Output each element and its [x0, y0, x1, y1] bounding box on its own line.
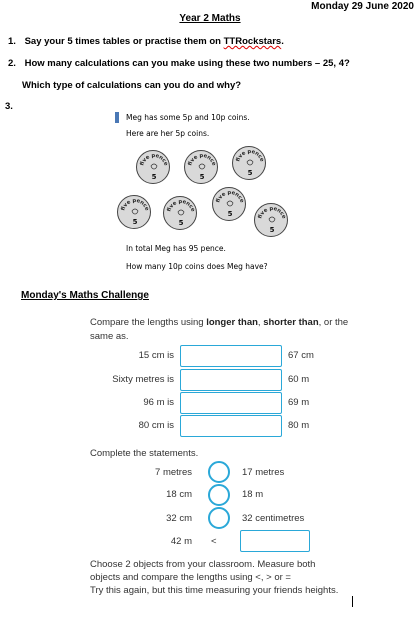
answer-box[interactable] — [180, 392, 282, 414]
text-cursor — [352, 596, 353, 607]
svg-text:5: 5 — [227, 210, 233, 218]
final-instruction-3: Try this again, but this time measuring your friends heights. — [90, 585, 339, 596]
five-pence-coin-icon — [117, 195, 151, 229]
symbol-circle[interactable] — [208, 507, 230, 529]
symbol-circle[interactable] — [208, 484, 230, 506]
svg-text:5: 5 — [132, 218, 138, 226]
section-marker — [115, 112, 119, 123]
comparison-right: 80 m — [288, 420, 310, 431]
question-1: 1. Say your 5 times tables or practise them on TTRockstars. — [8, 36, 284, 47]
complete-label: Complete the statements. — [90, 448, 199, 459]
svg-text:five pence: five pence — [139, 152, 169, 167]
svg-text:5: 5 — [178, 219, 184, 227]
comparison-right: 67 cm — [288, 350, 314, 361]
final-instruction-2: objects and compare the lengths using <, > or = — [90, 572, 291, 583]
symbol-circle[interactable] — [208, 461, 230, 483]
statement-right: 32 centimetres — [242, 513, 305, 524]
question-2 — [8, 58, 350, 69]
answer-box[interactable] — [180, 345, 282, 367]
statement-right: 17 metres — [242, 467, 285, 478]
page-title: Year 2 Maths — [179, 13, 241, 24]
answer-box[interactable] — [180, 369, 282, 391]
svg-text:5: 5 — [269, 226, 275, 234]
five-pence-coin-icon — [212, 187, 246, 221]
comparison-left: Sixty metres is — [112, 374, 174, 385]
problem-line-2: Here are her 5p coins. — [126, 129, 210, 138]
five-pence-coin-icon — [184, 150, 218, 184]
answer-box[interactable] — [240, 530, 310, 552]
statement-right: 18 m — [242, 489, 264, 500]
question-number: 1. — [8, 36, 16, 47]
question-2-followup: Which type of calculations can you do and why? — [22, 80, 242, 91]
question-text: Say your 5 times tables or practise them on — [24, 36, 224, 47]
less-than-symbol: < — [211, 536, 217, 547]
statement-left: 7 metres — [155, 467, 192, 478]
svg-text:five pence: five pence — [215, 189, 245, 204]
final-instruction-1: Choose 2 objects from your classroom. Measure both — [90, 559, 316, 570]
statement-left: 42 m — [170, 536, 192, 547]
svg-text:five pence: five pence — [235, 148, 265, 163]
svg-text:5: 5 — [151, 173, 157, 181]
question-number: 2. — [8, 58, 16, 69]
question-3-number: 3. — [5, 101, 13, 112]
ttrockstars-link: TTRockstars — [223, 36, 282, 47]
statement-left: 32 cm — [166, 513, 192, 524]
challenge-instructions: Compare the lengths using longer than, shorter than, or the — [90, 317, 349, 328]
question-text: How many calculations can you make using these two numbers – 25, 4? — [24, 58, 350, 69]
comparison-right: 69 m — [288, 397, 310, 408]
comparison-left: 80 cm is — [138, 420, 174, 431]
five-pence-coin-icon — [254, 203, 288, 237]
statement-left: 18 cm — [166, 489, 192, 500]
challenge-heading: Monday's Maths Challenge — [21, 290, 149, 301]
svg-text:5: 5 — [199, 173, 205, 181]
problem-line-1: Meg has some 5p and 10p coins. — [126, 113, 250, 122]
svg-text:five pence: five pence — [187, 152, 217, 167]
answer-box[interactable] — [180, 415, 282, 437]
comparison-left: 15 cm is — [138, 350, 174, 361]
comparison-right: 60 m — [288, 374, 310, 385]
comparison-left: 96 m is — [143, 397, 174, 408]
challenge-instructions-line2: same as. — [90, 331, 129, 342]
svg-text:five pence: five pence — [120, 197, 150, 212]
problem-line-3: In total Meg has 95 pence. — [126, 244, 226, 253]
svg-text:5: 5 — [247, 169, 253, 177]
problem-line-4: How many 10p coins does Meg have? — [126, 262, 268, 271]
svg-text:five pence: five pence — [257, 205, 287, 220]
svg-text:five pence: five pence — [166, 198, 196, 213]
five-pence-coin-icon — [163, 196, 197, 230]
five-pence-coin-icon — [232, 146, 266, 180]
date: Monday 29 June 2020 — [311, 1, 414, 12]
five-pence-coin-icon — [136, 150, 170, 184]
